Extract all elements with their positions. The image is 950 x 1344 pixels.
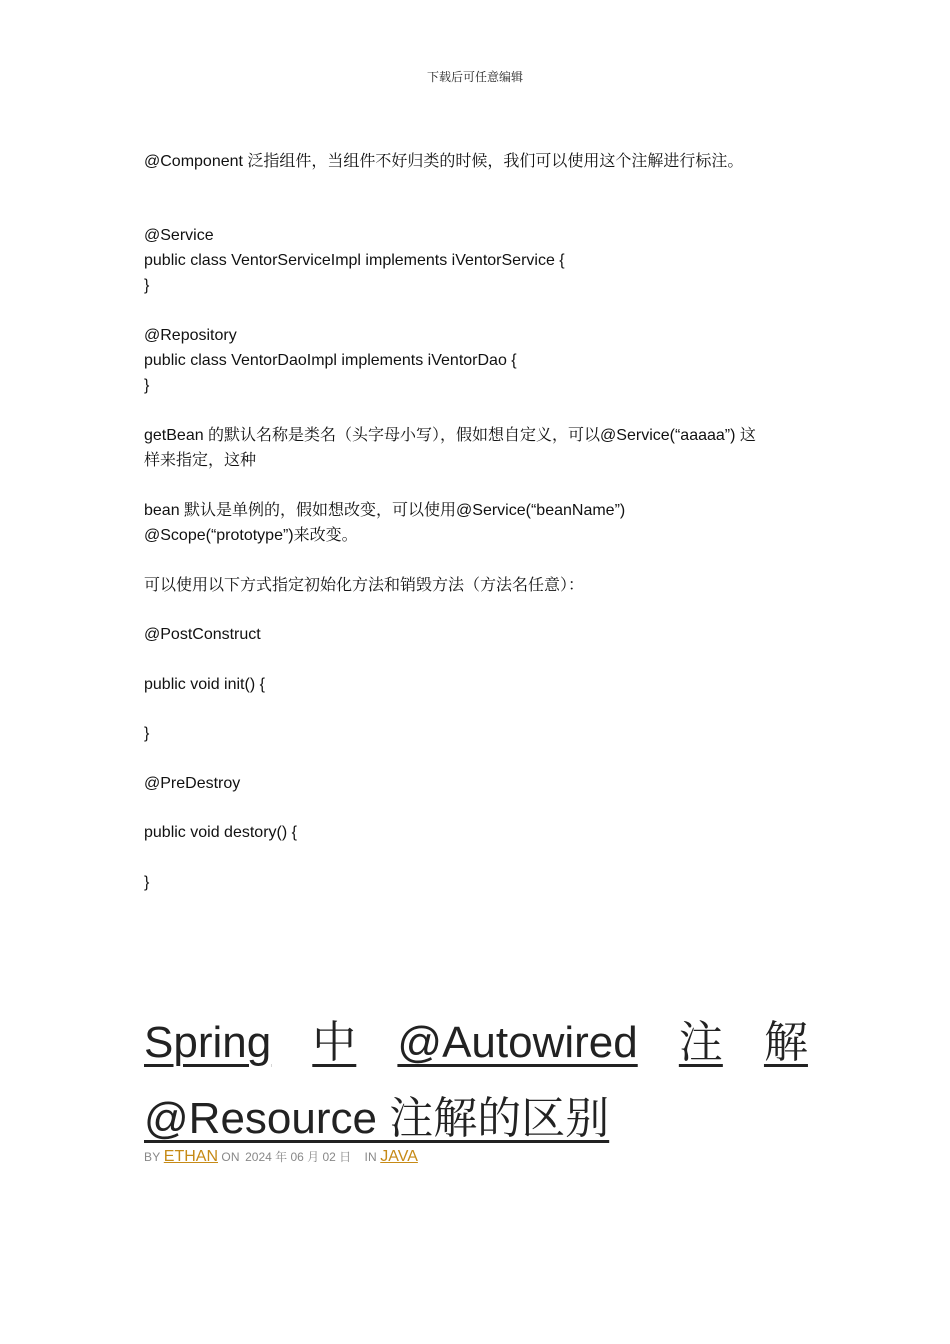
meta-by-label: BY xyxy=(144,1150,161,1164)
code-line: public class VentorServiceImpl implements iVentorService { xyxy=(144,252,565,269)
paragraph-init-destroy: 可以使用以下方式指定初始化方法和销毁方法（方法名任意）： xyxy=(144,577,585,594)
article-title[interactable] xyxy=(144,1005,808,1157)
code-line: @Service xyxy=(144,227,214,244)
code-line: public void init() { xyxy=(144,676,265,693)
paragraph-getbean-cont: 样来指定，这种 xyxy=(144,452,257,469)
post-date: 2024 年 06 月 02 日 xyxy=(245,1150,352,1164)
paragraph-bean-scope: bean 默认是单例的，假如想改变，可以使用@Service(“beanName”) xyxy=(144,502,626,519)
code-line: public class VentorDaoImpl implements iVentorDao { xyxy=(144,352,517,369)
code-line: } xyxy=(144,377,150,394)
meta-in-label: IN xyxy=(364,1150,377,1164)
meta-on-label: ON xyxy=(221,1150,240,1164)
code-line: } xyxy=(144,277,150,294)
category-link[interactable]: JAVA xyxy=(380,1148,418,1165)
title-word[interactable]: 解 xyxy=(763,1018,808,1067)
code-line: @Repository xyxy=(144,327,237,344)
article-meta xyxy=(144,1148,418,1166)
title-word[interactable]: 注 xyxy=(678,1018,723,1067)
page-header-note: 下载后可任意编辑 xyxy=(426,70,523,84)
title-word[interactable]: @Autowired xyxy=(397,1018,638,1067)
title-word[interactable]: Spring xyxy=(144,1018,272,1067)
author-link[interactable]: ETHAN xyxy=(163,1148,218,1165)
code-line: public void destory() { xyxy=(144,824,297,841)
code-line: } xyxy=(144,874,150,891)
code-line: } xyxy=(144,725,150,742)
paragraph-getbean: getBean 的默认名称是类名（头字母小写），假如想自定义，可以@Service(“aaaaa”) 这 xyxy=(144,427,756,444)
paragraph-component: @Component 泛指组件，当组件不好归类的时候，我们可以使用这个注解进行标注。 xyxy=(144,153,744,170)
code-line: @PreDestroy xyxy=(144,775,241,792)
code-line: @PostConstruct xyxy=(144,626,261,643)
title-word[interactable]: 中 xyxy=(312,1018,357,1067)
paragraph-bean-scope-cont: @Scope(“prototype”)来改变。 xyxy=(144,527,358,544)
title-line-2[interactable]: @Resource 注解的区别 xyxy=(144,1094,610,1143)
